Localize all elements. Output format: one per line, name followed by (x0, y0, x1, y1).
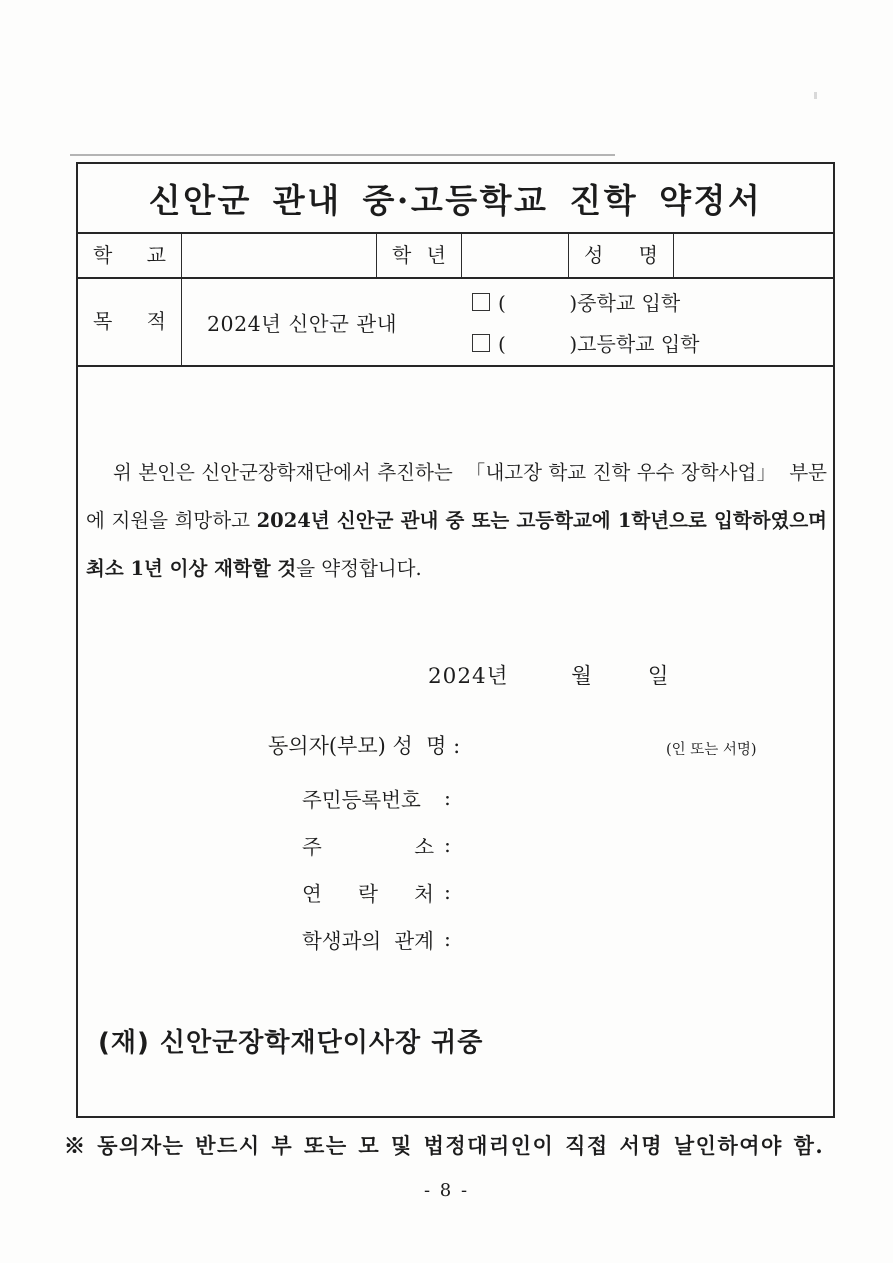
high-school-option-label: ( )고등학교 입학 (498, 332, 700, 356)
grade-label: 학 년 (392, 243, 446, 267)
purpose-content-cell (182, 279, 833, 365)
relationship-colon: : (444, 926, 451, 951)
address-colon: : (444, 832, 451, 857)
agreement-text-end: 을 약정합니다. (296, 556, 422, 580)
purpose-text: 2024년 신안군 관내 (207, 312, 398, 336)
signature-fields (302, 774, 739, 962)
consenter-name-label: 동의자(부모) 성 명 : (268, 734, 461, 758)
address-field-row (302, 821, 739, 868)
scan-artifact-speck (814, 92, 817, 99)
purpose-label-cell (78, 279, 182, 365)
resident-id-label: 주민등록번호 (302, 787, 421, 812)
agreement-text-emphasis: 2024년 신안군 관내 중 또는 고등학교에 1학년으로 입학하였으며 최소 1년 이상 재학할 것 (86, 508, 834, 580)
agreement-paragraph (86, 449, 834, 593)
purpose-label: 목 적 (93, 309, 166, 333)
resident-id-value[interactable] (459, 783, 739, 813)
footnote: ※ 동의자는 반드시 부 또는 모 및 법정대리인이 직접 서명 날인하여야 함. (64, 1133, 825, 1158)
contact-label: 연 락 처 (302, 881, 434, 906)
high-school-checkbox[interactable] (472, 334, 490, 352)
scan-artifact-line (70, 154, 615, 156)
address-value[interactable] (459, 830, 739, 860)
page-number: - 8 - (423, 1180, 470, 1201)
form-title: 신안군 관내 중·고등학교 진학 약정서 (78, 164, 833, 234)
form-body-area (78, 367, 833, 1118)
addressee-line: (재) 신안군장학재단이사장 귀중 (98, 1028, 484, 1058)
name-value-cell[interactable] (674, 234, 833, 277)
agreement-form-table (76, 162, 835, 1118)
contact-colon: : (444, 879, 451, 904)
relationship-value[interactable] (459, 924, 739, 954)
student-info-row (78, 234, 833, 279)
purpose-options (472, 279, 699, 365)
high-school-option (472, 331, 699, 355)
agreement-text-start: 위 본인은 신안군장학재단에서 추진하는 「내고장 학교 진학 우수 장학사업」 부문에 지원을 희망하고 (86, 460, 827, 532)
middle-school-option (472, 290, 699, 314)
relationship-label: 학생과의 관계 (302, 928, 434, 953)
purpose-row (78, 279, 833, 367)
seal-or-signature-note: (인 또는 서명) (666, 742, 757, 758)
school-label: 학 교 (93, 243, 166, 267)
grade-label-cell (377, 234, 462, 277)
contact-value[interactable] (459, 877, 739, 907)
date-line[interactable]: 2024년 월 일 (428, 664, 670, 689)
contact-field-row (302, 868, 739, 915)
middle-school-checkbox[interactable] (472, 293, 490, 311)
middle-school-option-label: ( )중학교 입학 (498, 291, 681, 315)
name-label-cell (569, 234, 674, 277)
grade-value-cell[interactable] (462, 234, 569, 277)
name-label: 성 명 (584, 243, 658, 267)
relationship-field-row (302, 915, 739, 962)
resident-id-colon: : (444, 785, 451, 810)
resident-id-field-row (302, 774, 739, 821)
school-label-cell (78, 234, 182, 277)
school-value-cell[interactable] (182, 234, 377, 277)
address-label: 주 소 (302, 834, 434, 859)
